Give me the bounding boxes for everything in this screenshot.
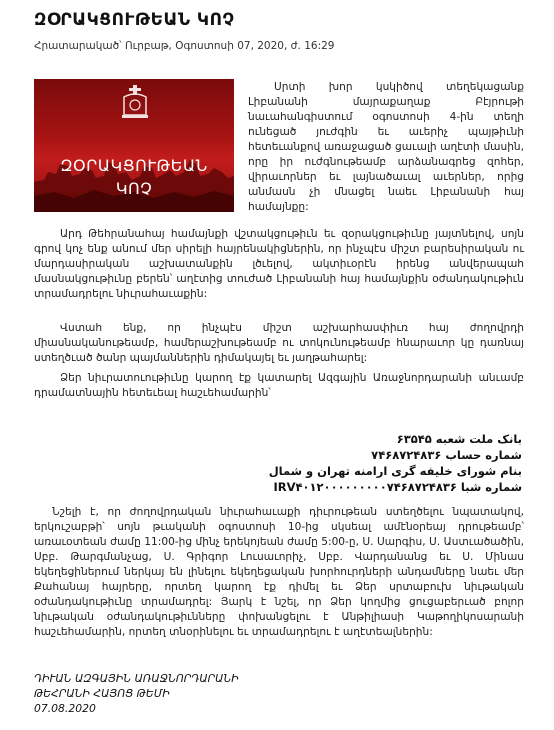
- bank-account-number: شماره حساب ۷۴۶۸۷۲۴۸۳۶: [371, 448, 522, 462]
- paragraph-confidence: Վստահ ենք, որ ինչպէս միշտ աշխարհասփիւռ հայ ժողովրդի միասնականութեամբ, համերաշխութեամբ ու տոկունութեամբ հնարաւոր կը դառնայ ստեղծւած ծանր պայմաններին դիմակայել եւ յաղթահարել:: [34, 322, 524, 364]
- banner-title-line2: ԿՈՉ: [115, 179, 153, 198]
- signature-diocese: ԹԵՀՐԱՆԻ ՀԱՅՈՑ ԹԵՄԻ: [34, 687, 170, 700]
- article-title: ԶՕՐԱԿՑՈՒԹԵԱՆ ԿՈՉ: [34, 10, 235, 30]
- church-emblem-icon: [120, 85, 150, 119]
- article-meta: Հրատարակած՝ Ուրբաթ, Օգոստոսի 07, 2020, ժ. 16:29: [34, 40, 335, 52]
- paragraph-intro: Սրտի խոր կսկիծով տեղեկացանք Լիբանանի մայրաքաղաք Բէյրութի նաւահանգիստում օգոստոսի 4-ին տեղի ունեցած յուժգին եւ աւերիչ պայթիւնի հետեւանքով առաջացած ցաւալի աղէտի մասին, որը իր ուժգնութեամբ արձանագրեց զոհեր, վիրաւորներ եւ լայնածաւալ աւերներ, որից անմասն չի մնացել նաեւ Լիբանանի հայ համայնքը:: [248, 81, 524, 213]
- paragraph-closing: Նշելի է, որ ժողովրդական նիւրահաւաքի դիւրութեան ստեղծելու նպատակով, երկուշաբթի՝ սոյն թւականի օգոստոսի 10-ից սկսեալ ամէնօրեայ դրութեամբ՝ առաւօտեան ժամը 11:00-ից մինչ երեկոյեան ժամը 5:00-ը, Ս. Սարգիս, Ս. Աստւածածին, Սբբ. Թարգմանչաց, Ս. Գրիգոր Լուսաւորիչ, Սբբ. Վարդանանց եւ Ս. Մինաս եկեղեցիներում ներկայ են լինելու եկեղեցական խորհուրդների անդամները նաեւ մեր Քահանայ հայրերը, որտեղ կարող էք դիմել եւ Ձեր սրտաբուխ նիւթական օժանդակութիւնը տրամադրել: Յարկ է նշել, որ Ձեր կողմից ցուցաբերւած բոլոր նիւթական օժանդակութիւնները փոխանցելու է Անթիլիասի Կաթողիկոսարանի հաշւեհամարին, որտեղ տնօրինելու եւ տրամադրելու է աղէտեալներին:: [34, 506, 524, 638]
- paragraph-appeal: Արդ Թեհրանահայ համայնքի վշտակցութիւն եւ զօրակցութիւնը յայտնելով, սոյն գրով կոչ ենք անում մեր սիրելի հայրենակիցներին, որ ինչպէս միշտ բարեսիրական ու մարդասիրական աշխատանքին լծւելով, ակտիւօրէն իրենց անվերապահ մասնակցութիւնը բերեն՝ աղէտից տուժած Լիբանանի հայ համայնքին օժանդակութիւն տրամադրելու նիւրահաւաքին:: [34, 228, 524, 300]
- bank-branch: بانک ملت شعبه ۶۳۵۴۵: [396, 432, 522, 446]
- bank-sheba-number: شماره شبا IRV۴۰۱۲۰۰۰۰۰۰۰۰۰۷۴۶۸۷۲۴۸۳۶: [273, 480, 522, 494]
- bank-account-holder: بنام شورای خلیفه گری ارامنه تهران و شمال: [268, 464, 522, 478]
- banner-title-line1: ԶՕՐԱԿՑՈՒԹԵԱՆ: [60, 156, 208, 175]
- signature-date: 07.08.2020: [34, 702, 96, 715]
- article-banner-image: [34, 79, 234, 212]
- paragraph-donation-info: Ձեր նիւրատուութիւնը կարող էք կատարել Ազգային Առաջնորդարանի անւամբ դրամատնային հետեւեալ հաշւեհամարին՝: [34, 372, 524, 399]
- signature-office: ԴԻՒԱՆ ԱԶԳԱՅԻՆ ԱՌԱՋՆՈՐԴԱՐԱՆԻ: [34, 672, 239, 685]
